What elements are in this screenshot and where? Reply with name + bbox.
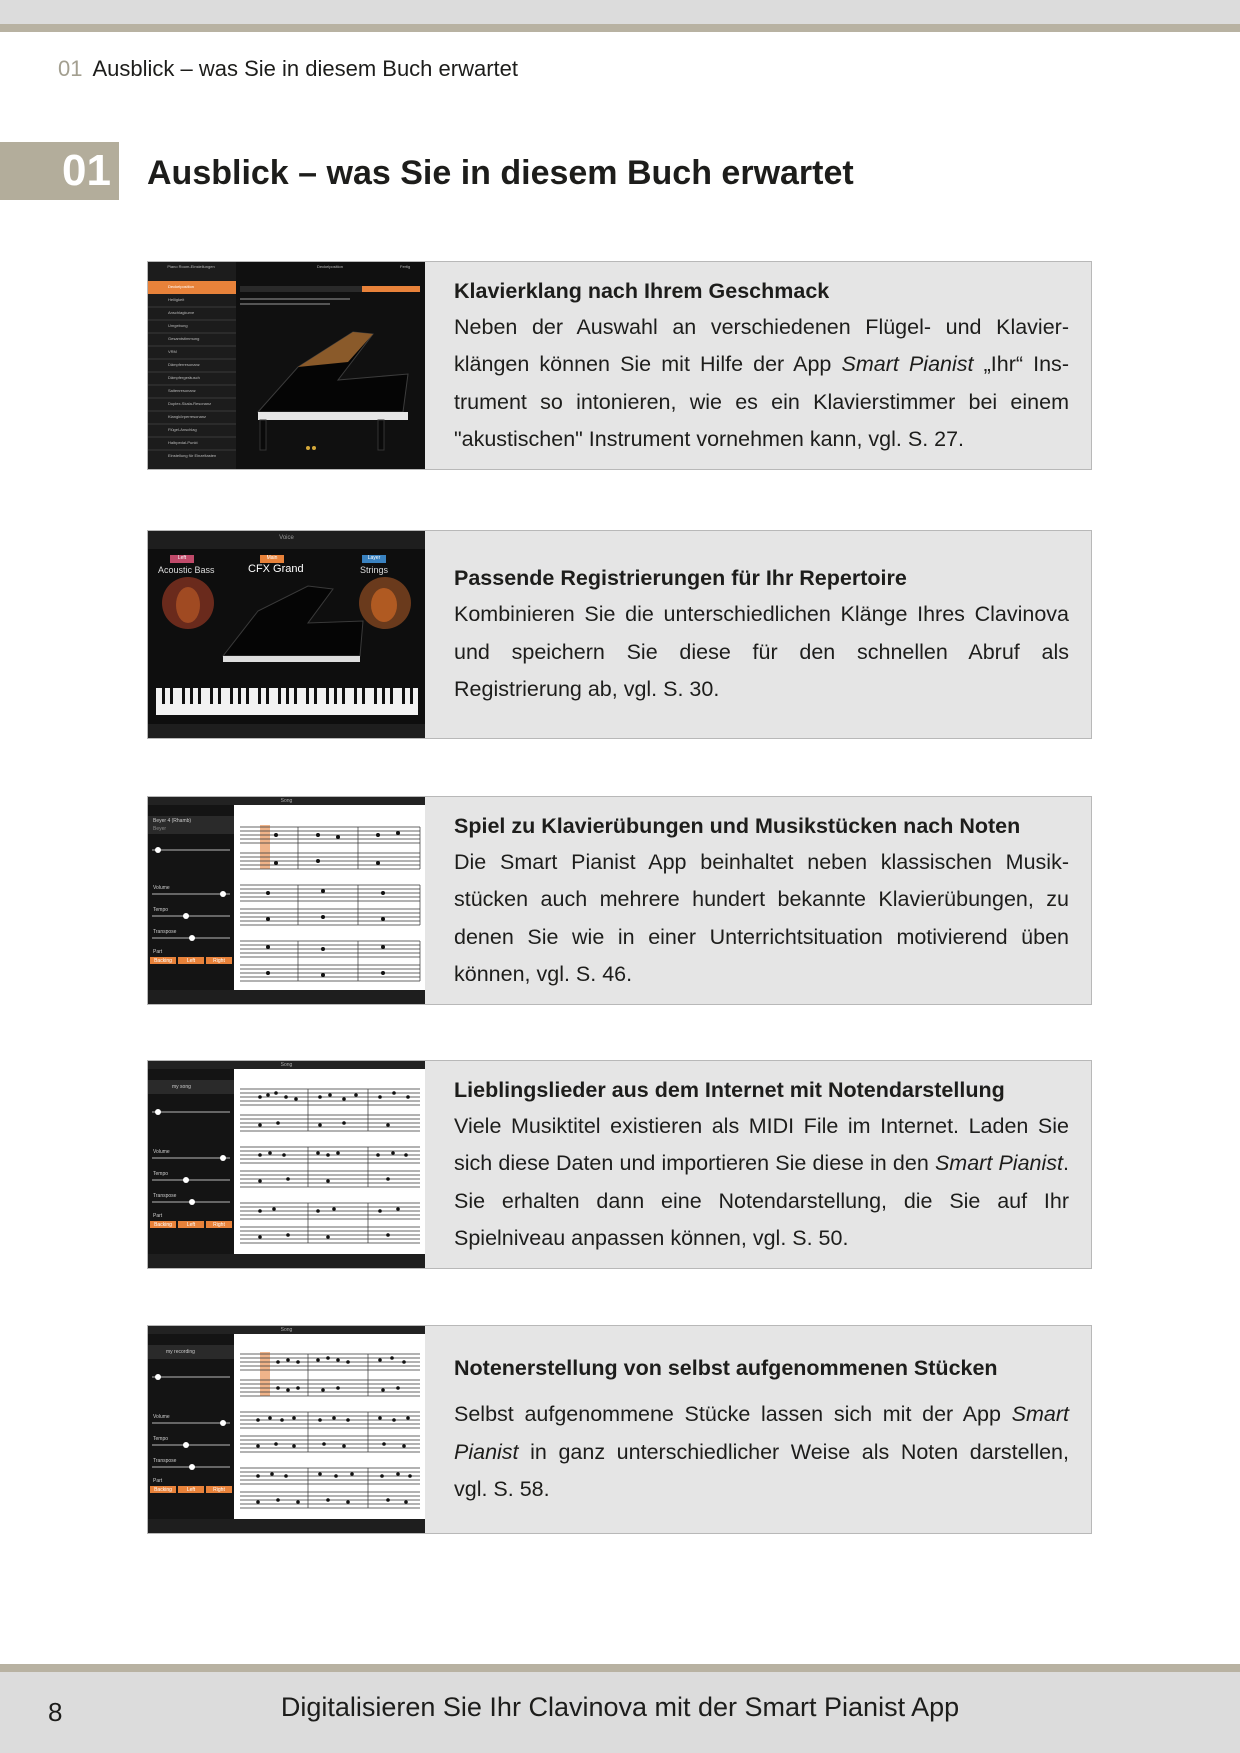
voice-screen-title: Voice (279, 535, 294, 541)
feature-card-piano-sound (147, 261, 1092, 470)
chapter-number-box: 01 (0, 142, 119, 200)
tempo-label: Tempo (153, 1436, 169, 1442)
voice-main: CFX Grand (248, 563, 304, 575)
feature-card-registration (147, 530, 1092, 739)
tempo-label: Tempo (153, 1171, 169, 1177)
footer-rule (0, 1664, 1240, 1672)
transpose-label: Transpose (153, 1458, 177, 1464)
card-body-text: Neben der Auswahl an verschiedenen Flügel- und Klavierklängen können Sie mit Hilfe der App (454, 314, 1069, 376)
feature-card-recordings (147, 1325, 1092, 1534)
part-label: Part (153, 949, 163, 955)
piano-room-menu-item[interactable]: Anschlagkurve (168, 310, 195, 315)
volume-label: Volume (153, 1414, 170, 1420)
card-body-text: . Sie erhalten dann eine Notendarstellung, die Sie auf Ihr Spielniveau anpassen können, vgl. S. 50. (454, 1151, 1069, 1250)
top-band (0, 0, 1240, 24)
piano-room-menu-item[interactable]: Duplex-Skala-Resonanz (168, 401, 212, 406)
part-backing-button: Backing (154, 1487, 172, 1493)
card-body: Kombinieren Sie die unterschiedlichen Klänge Ihres Clavinova und speichern Sie diese für den schnellen Abruf als Registrierung ab, vgl. S. 30. (454, 602, 1069, 702)
card-body-text: in ganz unterschiedlicher Weise als Noten darstellen, vgl. S. 58. (454, 1439, 1069, 1502)
transpose-label: Transpose (153, 1193, 177, 1199)
part-right-button: Right (213, 958, 225, 964)
part-right-button: Right (213, 1487, 225, 1493)
card-body-text: Selbst aufgenommene Stücke lassen sich mit der App (454, 1402, 1012, 1427)
card-title: Lieblingslieder aus dem Internet mit Notendarstellung (454, 1077, 1005, 1102)
song-screen-title: Song (280, 1062, 293, 1068)
feature-card-midi-songs (147, 1060, 1092, 1269)
song-screenshot (148, 797, 425, 1004)
piano-room-menu-item[interactable]: Saitenresonanz (168, 388, 196, 393)
piano-room-menu-item[interactable]: Einstellung für Einzeltasten (168, 453, 217, 458)
part-left-button: Left (186, 1222, 196, 1228)
card-body-app-name: Smart Pianist (454, 1402, 1069, 1464)
part-tag-main: Main (266, 555, 278, 561)
piano-room-menu-item[interactable]: Deckelposition (168, 284, 195, 289)
song-screen-title: Song (280, 1327, 293, 1333)
card-text (454, 797, 1069, 1004)
card-title: Notenerstellung von selbst aufgenommenen Stücken (454, 1356, 998, 1381)
part-label: Part (153, 1213, 163, 1219)
volume-label: Volume (153, 885, 170, 891)
recording-screenshot (148, 1326, 425, 1533)
part-left-button: Left (186, 1487, 196, 1493)
part-backing-button: Backing (154, 1222, 172, 1228)
card-text (454, 531, 1069, 738)
voice-left: Acoustic Bass (158, 565, 215, 575)
feature-card-sheet-music-practice (147, 796, 1092, 1005)
card-text (454, 1326, 1069, 1533)
tempo-label: Tempo (153, 907, 169, 913)
transpose-label: Transpose (153, 929, 177, 935)
part-label: Part (153, 1478, 163, 1484)
top-band-rule (0, 24, 1240, 32)
card-body-app-name: Smart Pianist (841, 352, 974, 376)
piano-room-menu-item[interactable]: Klangkörperresonanz (168, 414, 207, 419)
done-button[interactable]: Fertig (400, 264, 411, 269)
card-title: Passende Registrierungen für Ihr Repertoire (454, 566, 907, 591)
part-tag-layer: Layer (367, 555, 381, 561)
card-title: Spiel zu Klavierübungen und Musikstücken nach Noten (454, 813, 1021, 838)
piano-room-sidebar-title: Piano Room-Einstellungen (167, 264, 215, 269)
piano-room-menu-item[interactable]: Umgebung (168, 323, 188, 328)
piano-room-menu-item[interactable]: Helligkeit (168, 297, 185, 302)
part-tag-left: Left (177, 555, 187, 561)
running-head-title: Ausblick – was Sie in diesem Buch erwartet (92, 56, 519, 81)
part-right-button: Right (213, 1222, 225, 1228)
volume-label: Volume (153, 1149, 170, 1155)
piano-room-menu-item[interactable]: Flügel-Anschlag (168, 427, 197, 432)
part-backing-button: Backing (154, 958, 172, 964)
piano-room-menu-item[interactable]: Dämpfergeräusch (168, 375, 200, 380)
card-title: Klavierklang nach Ihrem Geschmack (454, 278, 830, 303)
song-name: my recording (166, 1349, 195, 1355)
piano-room-menu-item[interactable]: VRM (168, 349, 177, 354)
running-head (58, 54, 518, 84)
card-text (454, 262, 1069, 469)
card-body (454, 309, 1069, 459)
chapter-title: Ausblick – was Sie in diesem Buch erwartet (147, 154, 854, 192)
card-text (454, 1061, 1069, 1268)
song-subtitle: Beyer (153, 826, 167, 832)
part-left-button: Left (186, 958, 196, 964)
card-body (454, 1396, 1069, 1509)
card-body-text: „Ihr“ Instrument so intonieren, wie es ein Klavierstimmer bei einem "akustischen" Instrument vornehmen kann, vgl. S. 27. (454, 352, 1069, 451)
voice-screenshot (148, 531, 425, 738)
song-name: Beyer 4 (Rhamb) (153, 818, 192, 824)
piano-room-menu-item[interactable]: Halbpedal-Punkt (168, 440, 198, 445)
running-head-number: 01 (58, 56, 83, 81)
card-body: Die Smart Pianist App beinhaltet neben klassischen Musikstücken auch mehrere hundert bekannte Klavierübungen, zu denen Sie wie in einer Unterrichtsituation motivierend üben können, vgl. S. 46. (454, 849, 1069, 986)
card-body-text: Viele Musiktitel existieren als MIDI File im Internet. Laden Sie sich diese Daten und importieren Sie diese in den (454, 1113, 1069, 1175)
book-title: Digitalisieren Sie Ihr Clavinova mit der Smart Pianist App (280, 1692, 960, 1722)
piano-room-menu-item[interactable]: Dämpferresonanz (168, 362, 200, 367)
midi-song-screenshot (148, 1061, 425, 1268)
song-screen-title: Song (280, 798, 293, 804)
voice-layer: Strings (360, 565, 389, 575)
card-body-app-name: Smart Pianist (934, 1151, 1064, 1175)
page-number: 8 (48, 1697, 63, 1727)
song-name: my song (172, 1084, 191, 1090)
piano-room-header-title: Deckelposition (316, 264, 343, 269)
piano-room-screenshot (148, 262, 425, 469)
piano-room-menu-item[interactable]: Gesamtstimmung (168, 336, 200, 341)
card-body (454, 1108, 1069, 1258)
